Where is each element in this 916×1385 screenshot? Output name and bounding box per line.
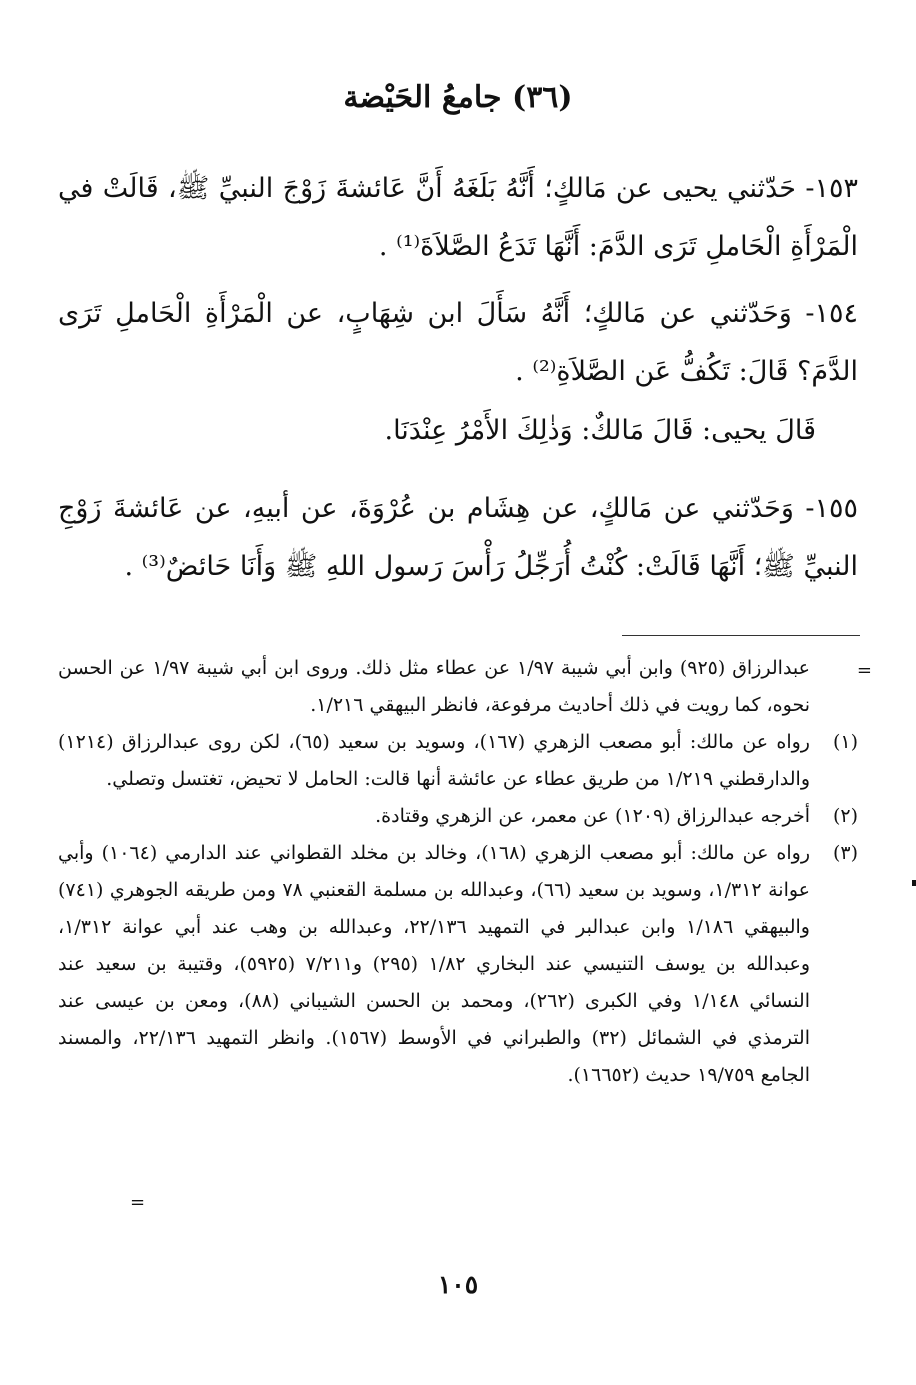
hadith-155: ١٥٥- وَحَدّثني عن مَالكٍ، عن هِشَام بن عُرْوَةَ، عن أبيهِ، عن عَائشةَ زَوْجِ النبيِّ ﷺ؛ أَنَّهَا قَالَتْ: كُنْتُ أُرَجِّلُ رَأْسَ رَسول اللهِ ﷺ وَأَنَا حَائضٌ⁽³⁾ .	[58, 493, 858, 582]
footnote-mark: (٣)	[832, 842, 858, 864]
footnote-text: عبدالرزاق (٩٢٥) وابن أبي شيبة ١/٩٧ عن عطاء مثل ذلك. وروى ابن أبي شيبة ١/٩٧ عن الحسن نحوه، كما رويت في ذلك أحاديث مرفوعة، فانظر البيهقي ١/٢١٦.	[58, 657, 810, 716]
footnote-text: أخرجه عبدالرزاق (١٢٠٩) عن معمر، عن الزهري وقتادة.	[375, 805, 810, 827]
continuation-mark-bottom: =	[130, 1192, 146, 1213]
footnote-2	[58, 798, 858, 835]
footnote-3	[58, 835, 858, 1094]
continuation-mark-top: =	[856, 660, 872, 681]
footnote-separator	[622, 635, 860, 636]
footnote-continued	[58, 650, 858, 724]
yahya-malik-statement: قَالَ يحيى: قَالَ مَالكٌ: وَذٰلِكَ الأَمْرُ عِنْدَنَا.	[384, 415, 816, 446]
hadith-154: ١٥٤- وَحَدّثني عن مَالكٍ؛ أَنَّهُ سَأَلَ ابن شِهَابٍ، عن الْمَرْأَةِ الْحَاملِ تَرَى الدَّمَ؟ قَالَ: تَكُفُّ عَن الصَّلاَةِ⁽²⁾ .	[58, 298, 858, 387]
hadith-153: ١٥٣- حَدّثني يحيى عن مَالكٍ؛ أَنَّهُ بَلَغَهُ أَنَّ عَائشةَ زَوْجَ النبيِّ ﷺ، قَالَتْ في الْمَرْأَةِ الْحَاملِ تَرَى الدَّمَ: أَنَّهَا تَدَعُ الصَّلاَةَ⁽¹⁾ .	[58, 173, 858, 262]
page-number: ١٠٥	[437, 1270, 479, 1299]
chapter-title: (٣٦) جامعُ الحَيْضة	[343, 80, 573, 115]
margin-dot	[912, 880, 916, 886]
footnote-mark: (٢)	[832, 805, 858, 827]
footnote-mark: (١)	[832, 731, 858, 753]
footnote-mark	[810, 650, 858, 724]
footnote-text: رواه عن مالك: أبو مصعب الزهري (١٦٨)، وخالد بن مخلد القطواني عند الدارمي (١٠٦٤) وأبي عوانة ١/٣١٢، وسويد بن سعيد (٦٦)، وعبدالله بن مسلمة القعنبي ٧٨ ومن طريقه الجوهري (٧٤١) والبيهقي ١/١٨٦ وابن عبدالبر في التمهيد ٢٢/١٣٦، وعبدالله بن وهب عند أبي عوانة ١/٣١٢، وعبدالله بن يوسف التنيسي عند البخاري ١/٨٢ (٢٩٥) و٧/٢١١ (٥٩٢٥)، وقتيبة بن سعيد عند النسائي ١/١٤٨ وفي الكبرى (٢٦٢)، ومحمد بن الحسن الشيباني (٨٨)، ومعن بن عيسى عند الترمذي في الشمائل (٣٢) والطبراني في الأوسط (١٥٦٧). وانظر التمهيد ٢٢/١٣٦، والمسند الجامع ١٩/٧٥٩ حديث (١٦٦٥٢).	[58, 842, 811, 1086]
footnotes	[58, 650, 858, 1094]
footnote-1	[58, 724, 858, 798]
footnote-text: رواه عن مالك: أبو مصعب الزهري (١٦٧)، وسويد بن سعيد (٦٥)، لكن روى عبدالرزاق (١٢١٤) والدارقطني ١/٢١٩ من طريق عطاء عن عائشة أنها قالت: الحامل لا تحيض، تغتسل وتصلي.	[58, 731, 810, 790]
